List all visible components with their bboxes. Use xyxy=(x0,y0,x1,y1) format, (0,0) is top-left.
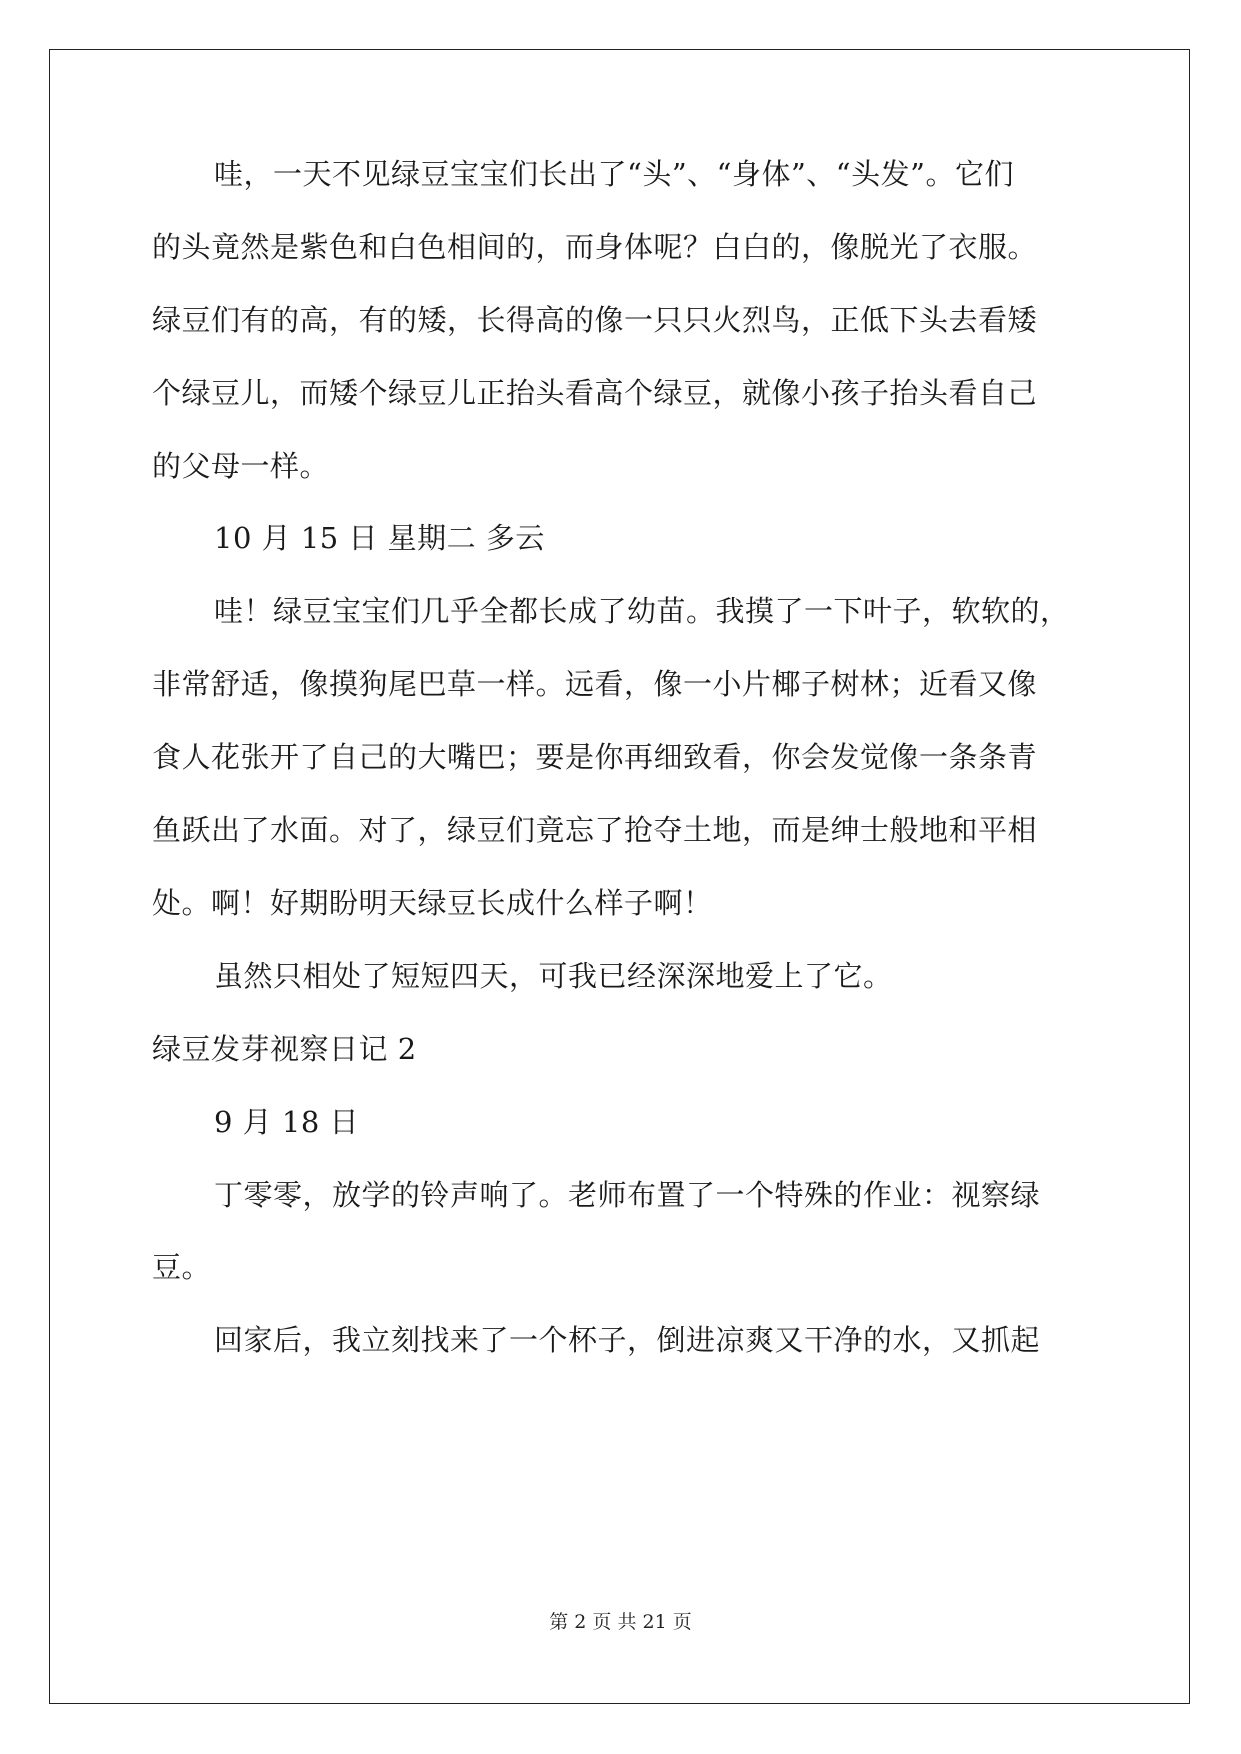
paragraph-line: 绿豆们有的高，有的矮，长得高的像一只只火烈鸟，正低下头去看矮 xyxy=(152,303,1038,337)
paragraph-line: 哇，一天不见绿豆宝宝们长出了“头”、“身体”、“头发”。它们 xyxy=(214,157,1014,191)
paragraph-line: 回家后，我立刻找来了一个杯子，倒进凉爽又干净的水，又抓起 xyxy=(214,1323,1041,1357)
page-footer: 第 2 页 共 21 页 xyxy=(549,1611,692,1633)
date-heading: 9 月 18 日 xyxy=(214,1105,360,1139)
paragraph-line: 的父母一样。 xyxy=(152,449,330,483)
paragraph-line: 个绿豆儿，而矮个绿豆儿正抬头看高个绿豆，就像小孩子抬头看自己 xyxy=(152,376,1038,410)
paragraph-line: 虽然只相处了短短四天，可我已经深深地爱上了它。 xyxy=(214,959,893,993)
section-title: 绿豆发芽视察日记 2 xyxy=(152,1032,417,1066)
paragraph-line: 的头竟然是紫色和白色相间的，而身体呢？白白的，像脱光了衣服。 xyxy=(152,230,1038,264)
paragraph-line: 丁零零，放学的铃声响了。老师布置了一个特殊的作业：视察绿 xyxy=(214,1178,1041,1212)
paragraph-line: 食人花张开了自己的大嘴巴；要是你再细致看，你会发觉像一条条青 xyxy=(152,740,1038,774)
date-heading: 10 月 15 日 星期二 多云 xyxy=(214,521,545,555)
paragraph-line: 处。啊！好期盼明天绿豆长成什么样子啊！ xyxy=(152,886,713,920)
paragraph-line: 哇！绿豆宝宝们几乎全都长成了幼苗。我摸了一下叶子，软软的， xyxy=(214,594,1070,628)
paragraph-line: 非常舒适，像摸狗尾巴草一样。远看，像一小片椰子树林；近看又像 xyxy=(152,667,1038,701)
paragraph-line: 鱼跃出了水面。对了，绿豆们竟忘了抢夺土地，而是绅士般地和平相 xyxy=(152,813,1038,847)
paragraph-line: 豆。 xyxy=(152,1250,212,1284)
page-border xyxy=(49,49,1190,1704)
